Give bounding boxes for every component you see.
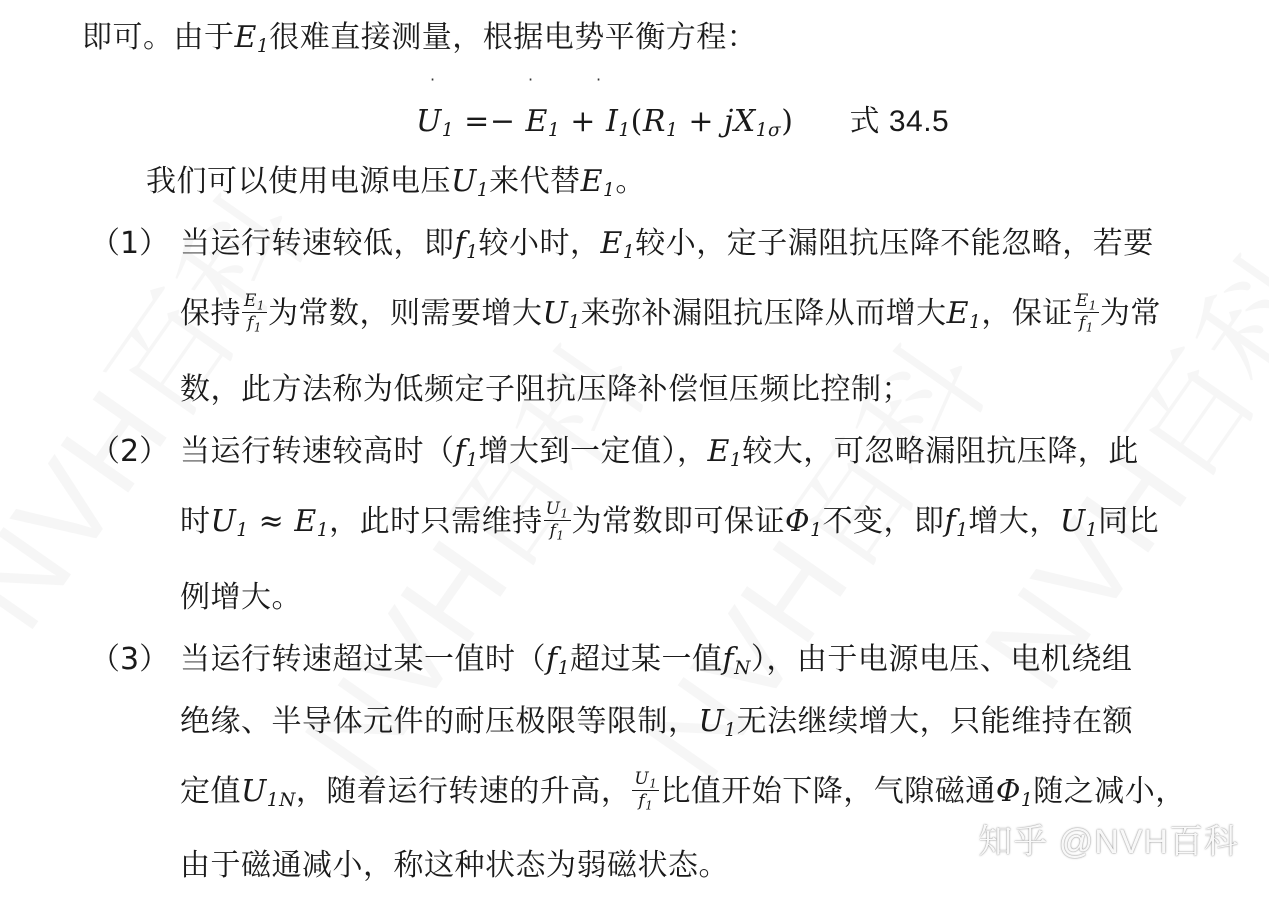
subscript: 1 <box>810 520 823 542</box>
text: ），由于电源电压、电机绕组 <box>750 642 1133 677</box>
math-f: f <box>454 226 467 261</box>
subscript: 1 <box>618 120 631 142</box>
text: 数，此方法称为低频定子阻抗压降补偿恒压频比控制； <box>180 372 912 407</box>
math-f: f <box>638 791 646 811</box>
text: 来代替 <box>489 164 581 199</box>
text: 较大，可忽略漏阻抗压降，此 <box>742 434 1139 469</box>
math-f: f <box>944 504 957 539</box>
subscript: 1 <box>1085 320 1094 335</box>
math-E: E <box>244 291 257 311</box>
math-E: E <box>580 164 604 199</box>
text: 为常数即可保证 <box>571 504 786 539</box>
text: 当运行转速超过某一值时（ <box>180 642 546 677</box>
math-f: f <box>546 642 558 677</box>
subscript: 1 <box>547 120 561 142</box>
subscript: 1 <box>649 776 658 791</box>
item3-line2 <box>180 702 1133 742</box>
math-E: E <box>525 104 548 139</box>
fraction-E1-f1 <box>242 292 267 333</box>
math-U: U <box>1059 504 1086 539</box>
math-U: U <box>698 704 725 739</box>
item3-line1 <box>180 640 1132 680</box>
text: 较小时， <box>478 226 601 261</box>
item-number: （1） <box>90 226 170 261</box>
math-f: f <box>454 434 467 469</box>
math-op: ≈ <box>248 504 295 539</box>
phasor-dot: · <box>596 70 602 89</box>
math-U: U <box>210 504 237 539</box>
item1-line1 <box>180 224 1154 264</box>
fraction-E1-f1 <box>1074 292 1099 333</box>
math-jX: jX <box>724 104 756 139</box>
item2-line1 <box>180 432 1139 472</box>
subscript: 1 <box>256 298 265 313</box>
text: 即可。由于 <box>82 20 235 55</box>
text: 为常 <box>1099 296 1161 331</box>
subscript: 1 <box>441 120 455 142</box>
equation-34-5 <box>416 102 949 142</box>
text: 例增大。 <box>180 580 302 615</box>
subscript: 1 <box>729 450 743 472</box>
text: 很难直接测量，根据电势平衡方程： <box>269 20 758 55</box>
subscript: 1 <box>476 180 490 202</box>
subscript: 1 <box>557 658 570 680</box>
item-number: （3） <box>90 642 170 677</box>
math-U: U <box>542 296 569 331</box>
text: 为常数，则需要增大 <box>268 296 543 331</box>
subscript: 1 <box>724 720 737 742</box>
item1-line3 <box>180 370 912 410</box>
math-U: U <box>451 164 477 199</box>
text: ，此时只需维持 <box>329 504 543 539</box>
fraction-U1-f1 <box>632 770 659 811</box>
subscript: 1N <box>266 790 296 812</box>
text: 不变，即 <box>822 504 945 539</box>
zhihu-credit: 知乎 @NVH百科 <box>978 823 1239 861</box>
item2-line3 <box>180 578 302 618</box>
subscript: 1 <box>568 312 581 334</box>
text: 比值开始下降，气隙磁通 <box>660 774 996 809</box>
math-U: U <box>241 774 267 809</box>
text: 绝缘、半导体元件的耐压极限等限制， <box>180 704 699 739</box>
math-E: E <box>294 504 317 539</box>
item2-line2 <box>180 499 1160 543</box>
math-f: f <box>1078 313 1086 333</box>
text: 超过某一值 <box>569 642 723 677</box>
math-E: E <box>946 296 970 331</box>
subscript: 1 <box>603 180 616 202</box>
text: 无法继续增大，只能维持在额 <box>736 704 1134 739</box>
subscript: 1 <box>256 36 270 58</box>
subscript: 1 <box>1085 520 1099 542</box>
text: 当运行转速较低，即 <box>180 226 455 261</box>
text: 增大到一定值）， <box>478 434 708 469</box>
math-f: f <box>722 642 735 677</box>
subscript: 1 <box>466 242 479 264</box>
item1-line2 <box>180 291 1161 335</box>
subscript: 1 <box>665 120 679 142</box>
fraction-U1-f1 <box>544 500 571 541</box>
math-op: + <box>678 104 725 139</box>
math-op: ( <box>630 104 643 139</box>
text: 由于磁通减小，称这种状态为弱磁状态。 <box>180 848 729 883</box>
math-E: E <box>600 226 623 261</box>
subscript: 1 <box>560 506 569 521</box>
text: ，随着运行转速的升高， <box>295 774 632 809</box>
subscript: 1 <box>969 312 982 334</box>
math-I: I <box>605 104 619 139</box>
subscript: 1 <box>1088 298 1097 313</box>
math-E: E <box>234 20 257 55</box>
math-U: U <box>634 769 650 789</box>
math-phi: Φ <box>995 774 1021 809</box>
text: 来弥补漏阻抗压降从而增大 <box>580 296 947 331</box>
subscript: 1 <box>956 520 969 542</box>
item3-line4 <box>180 846 729 886</box>
subscript: 1 <box>622 242 636 264</box>
subscript: 1σ <box>755 120 782 142</box>
subscript: N <box>734 658 751 680</box>
subscript: 1 <box>236 520 249 542</box>
math-op: =− <box>454 104 526 139</box>
replace-line <box>146 162 646 202</box>
text: 保持 <box>180 296 241 331</box>
math-op: ) <box>781 104 794 139</box>
math-f: f <box>549 521 557 541</box>
phasor-dot: · <box>430 70 436 89</box>
text: 。 <box>615 164 646 199</box>
subscript: 1 <box>556 528 565 543</box>
text: 定值 <box>180 774 241 809</box>
subscript: 1 <box>466 450 479 472</box>
text: 较小，定子漏阻抗压降不能忽略，若要 <box>635 226 1154 261</box>
text: 增大， <box>968 504 1060 539</box>
text: ，保证 <box>981 296 1073 331</box>
item3-line3 <box>180 769 1186 813</box>
subscript: 1 <box>1020 790 1034 812</box>
math-phi: Φ <box>785 504 811 539</box>
math-E: E <box>1075 291 1089 311</box>
math-op: + <box>560 104 606 139</box>
text: 随之减小， <box>1033 774 1186 809</box>
subscript: 1 <box>316 520 330 542</box>
text: 时 <box>180 504 211 539</box>
text: 同比 <box>1098 504 1160 539</box>
math-U: U <box>545 499 561 519</box>
phasor-dot: · <box>528 70 534 89</box>
math-E: E <box>707 434 730 469</box>
equation-label: 式 34.5 <box>849 105 950 138</box>
intro-line <box>82 18 757 58</box>
subscript: 1 <box>253 320 262 335</box>
math-R: R <box>642 104 666 139</box>
subscript: 1 <box>645 798 654 813</box>
text: 我们可以使用电源电压 <box>146 164 451 199</box>
item-number: （2） <box>90 434 170 469</box>
math-U: U <box>416 104 442 139</box>
text: 当运行转速较高时（ <box>180 434 455 469</box>
math-f: f <box>247 313 254 333</box>
